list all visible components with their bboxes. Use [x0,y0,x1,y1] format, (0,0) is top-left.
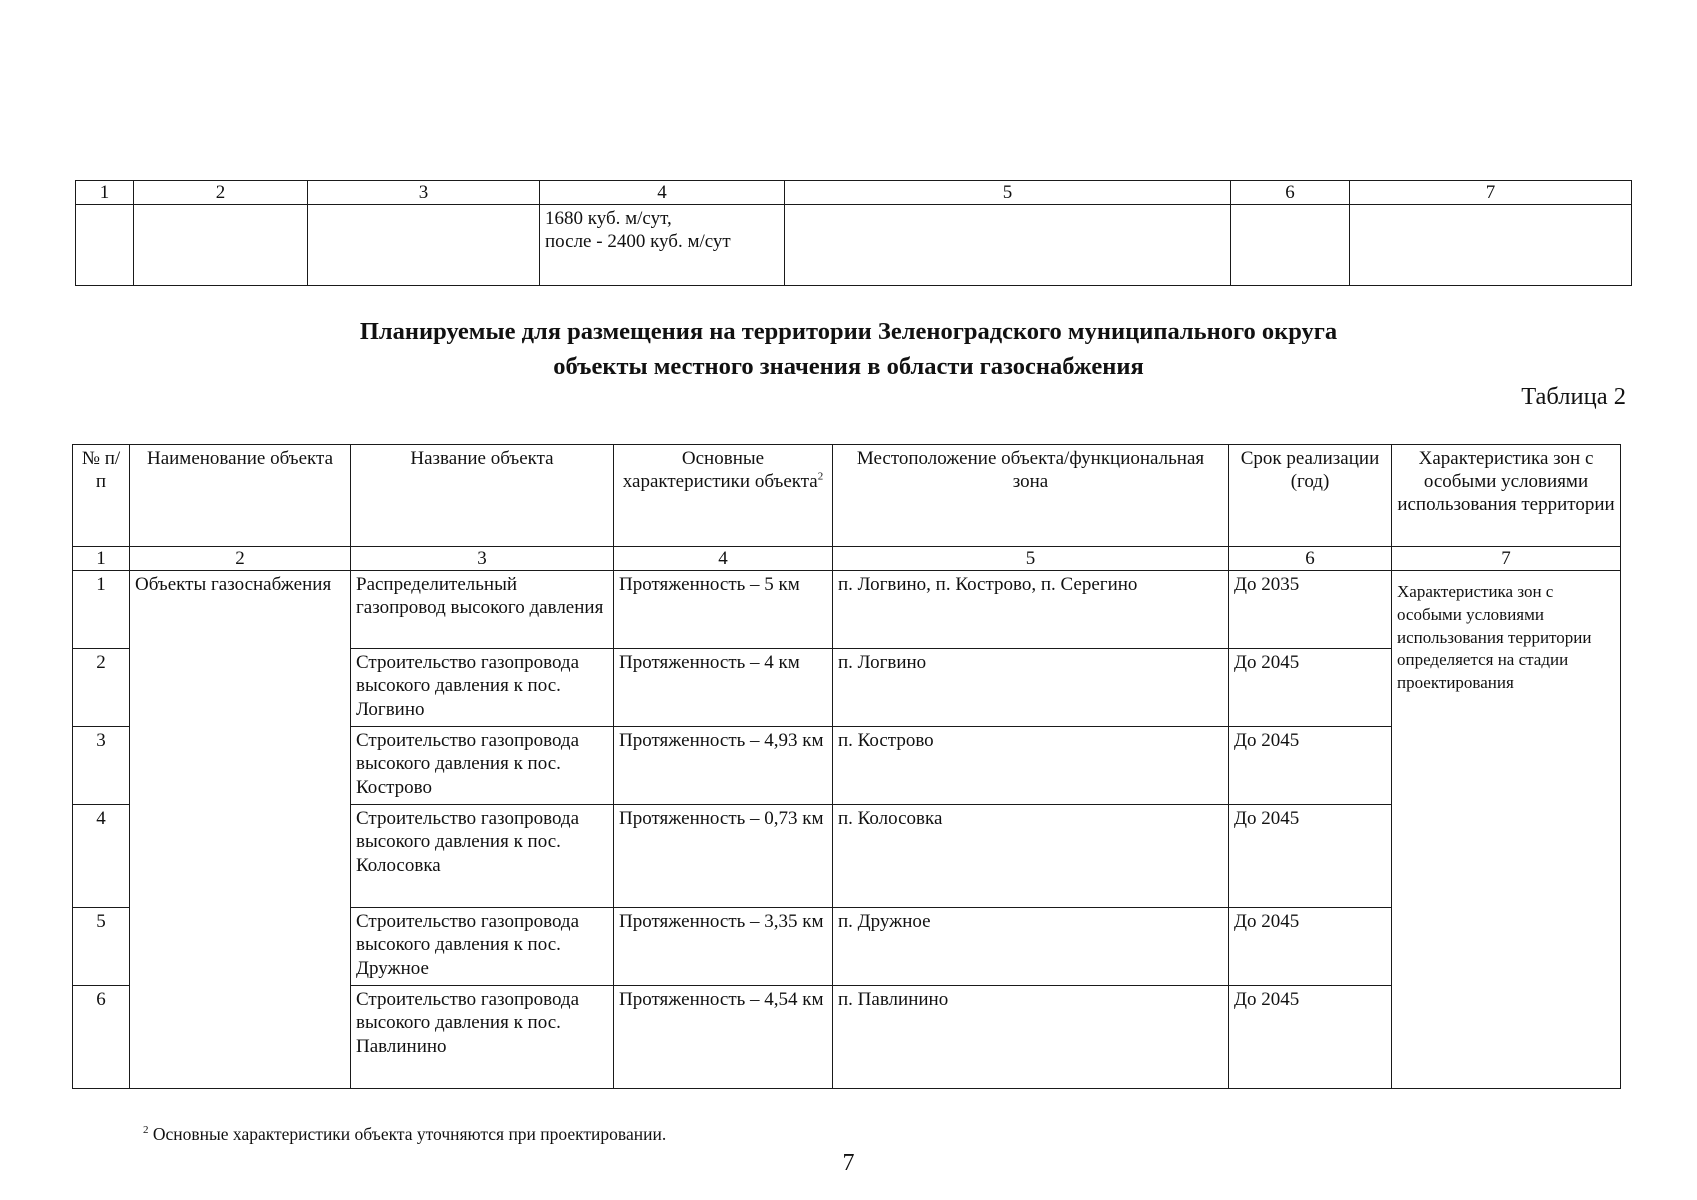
object-name-cell: Строительство газопровода высокого давления к пос. Дружное [351,908,614,986]
row-number: 3 [73,727,130,805]
header-object-name: Название объекта [351,445,614,547]
col-number-cell: 1 [76,181,134,205]
deadline-cell: До 2045 [1229,805,1392,908]
object-name-cell: Строительство газопровода высокого давления к пос. Павлинино [351,986,614,1089]
header-zones: Характеристика зон с особыми условиями использования территории [1392,445,1621,547]
col-number-cell: 7 [1392,547,1621,571]
location-cell: п. Павлинино [833,986,1229,1089]
table-label: Таблица 2 [1521,383,1626,410]
col-number-cell: 2 [134,181,308,205]
deadline-cell: До 2045 [1229,908,1392,986]
row-number: 1 [73,571,130,649]
table-row [76,205,1632,286]
col-number-cell: 7 [1350,181,1632,205]
footnote-marker: 2 [143,1124,149,1137]
col-number-cell: 1 [73,547,130,571]
header-location: Местоположение объекта/функциональная зона [833,445,1229,547]
title-line-2: объекты местного значения в области газоснабжения [553,352,1144,380]
footnote-marker: 2 [817,470,824,483]
col-number-cell: 6 [1229,547,1392,571]
col-number-cell: 2 [130,547,351,571]
footnote [143,1124,666,1145]
location-cell: п. Кострово [833,727,1229,805]
characteristic-cell: Протяженность – 5 км [614,571,833,649]
object-name-cell: Распределительный газопровод высокого давления [351,571,614,649]
row-number: 6 [73,986,130,1089]
object-name-cell: Строительство газопровода высокого давления к пос. Логвино [351,649,614,727]
col-number-cell: 3 [308,181,540,205]
deadline-cell: До 2045 [1229,986,1392,1089]
table-cell [1350,205,1632,286]
header-deadline: Срок реализации (год) [1229,445,1392,547]
col-number-cell: 6 [1231,181,1350,205]
object-name-cell: Строительство газопровода высокого давления к пос. Кострово [351,727,614,805]
footnote-text: Основные характеристики объекта уточняются при проектировании. [152,1124,667,1144]
row-number: 2 [73,649,130,727]
page-number: 7 [842,1150,855,1176]
table-cell [134,205,308,286]
table-cell [785,205,1231,286]
row-number: 5 [73,908,130,986]
location-cell: п. Логвино, п. Кострово, п. Серегино [833,571,1229,649]
object-type-cell: Объекты газоснабжения [130,571,351,1089]
characteristic-cell: Протяженность – 4,54 км [614,986,833,1089]
col-number-cell: 5 [833,547,1229,571]
deadline-cell: До 2045 [1229,727,1392,805]
header-row [73,445,1621,547]
table-cell [76,205,134,286]
characteristic-cell: Протяженность – 0,73 км [614,805,833,908]
capacity-line-2: после - 2400 куб. м/сут [545,231,731,253]
col-number-cell: 5 [785,181,1231,205]
header-num: № п/п [73,445,130,547]
col-number-cell: 4 [540,181,785,205]
column-number-row [76,181,1632,205]
location-cell: п. Дружное [833,908,1229,986]
characteristic-cell: Протяженность – 4,93 км [614,727,833,805]
column-number-row [73,547,1621,571]
header-characteristics-text: Основные характеристики объекта [622,448,818,493]
page-title [0,315,1697,385]
header-object-type: Наименование объекта [130,445,351,547]
capacity-line-1: 1680 куб. м/сут, [545,208,672,230]
table-cell [308,205,540,286]
title-line-1: Планируемые для размещения на территории Зеленоградского муниципального округа [359,318,1338,345]
location-cell: п. Колосовка [833,805,1229,908]
object-name-cell: Строительство газопровода высокого давления к пос. Колосовка [351,805,614,908]
col-number-cell: 3 [351,547,614,571]
header-characteristics [614,445,833,547]
deadline-cell: До 2035 [1229,571,1392,649]
col-number-cell: 4 [614,547,833,571]
gas-supply-objects-table [72,444,1621,1089]
characteristic-cell: Протяженность – 4 км [614,649,833,727]
location-cell: п. Логвино [833,649,1229,727]
table-row [73,571,1621,649]
deadline-cell: До 2045 [1229,649,1392,727]
row-number: 4 [73,805,130,908]
zones-cell: Характеристика зон с особыми условиями использования территории определяется на стадии проектирования [1392,571,1621,1089]
capacity-cell [540,205,785,286]
table-cell [1231,205,1350,286]
characteristic-cell: Протяженность – 3,35 км [614,908,833,986]
continuation-table [75,180,1632,286]
